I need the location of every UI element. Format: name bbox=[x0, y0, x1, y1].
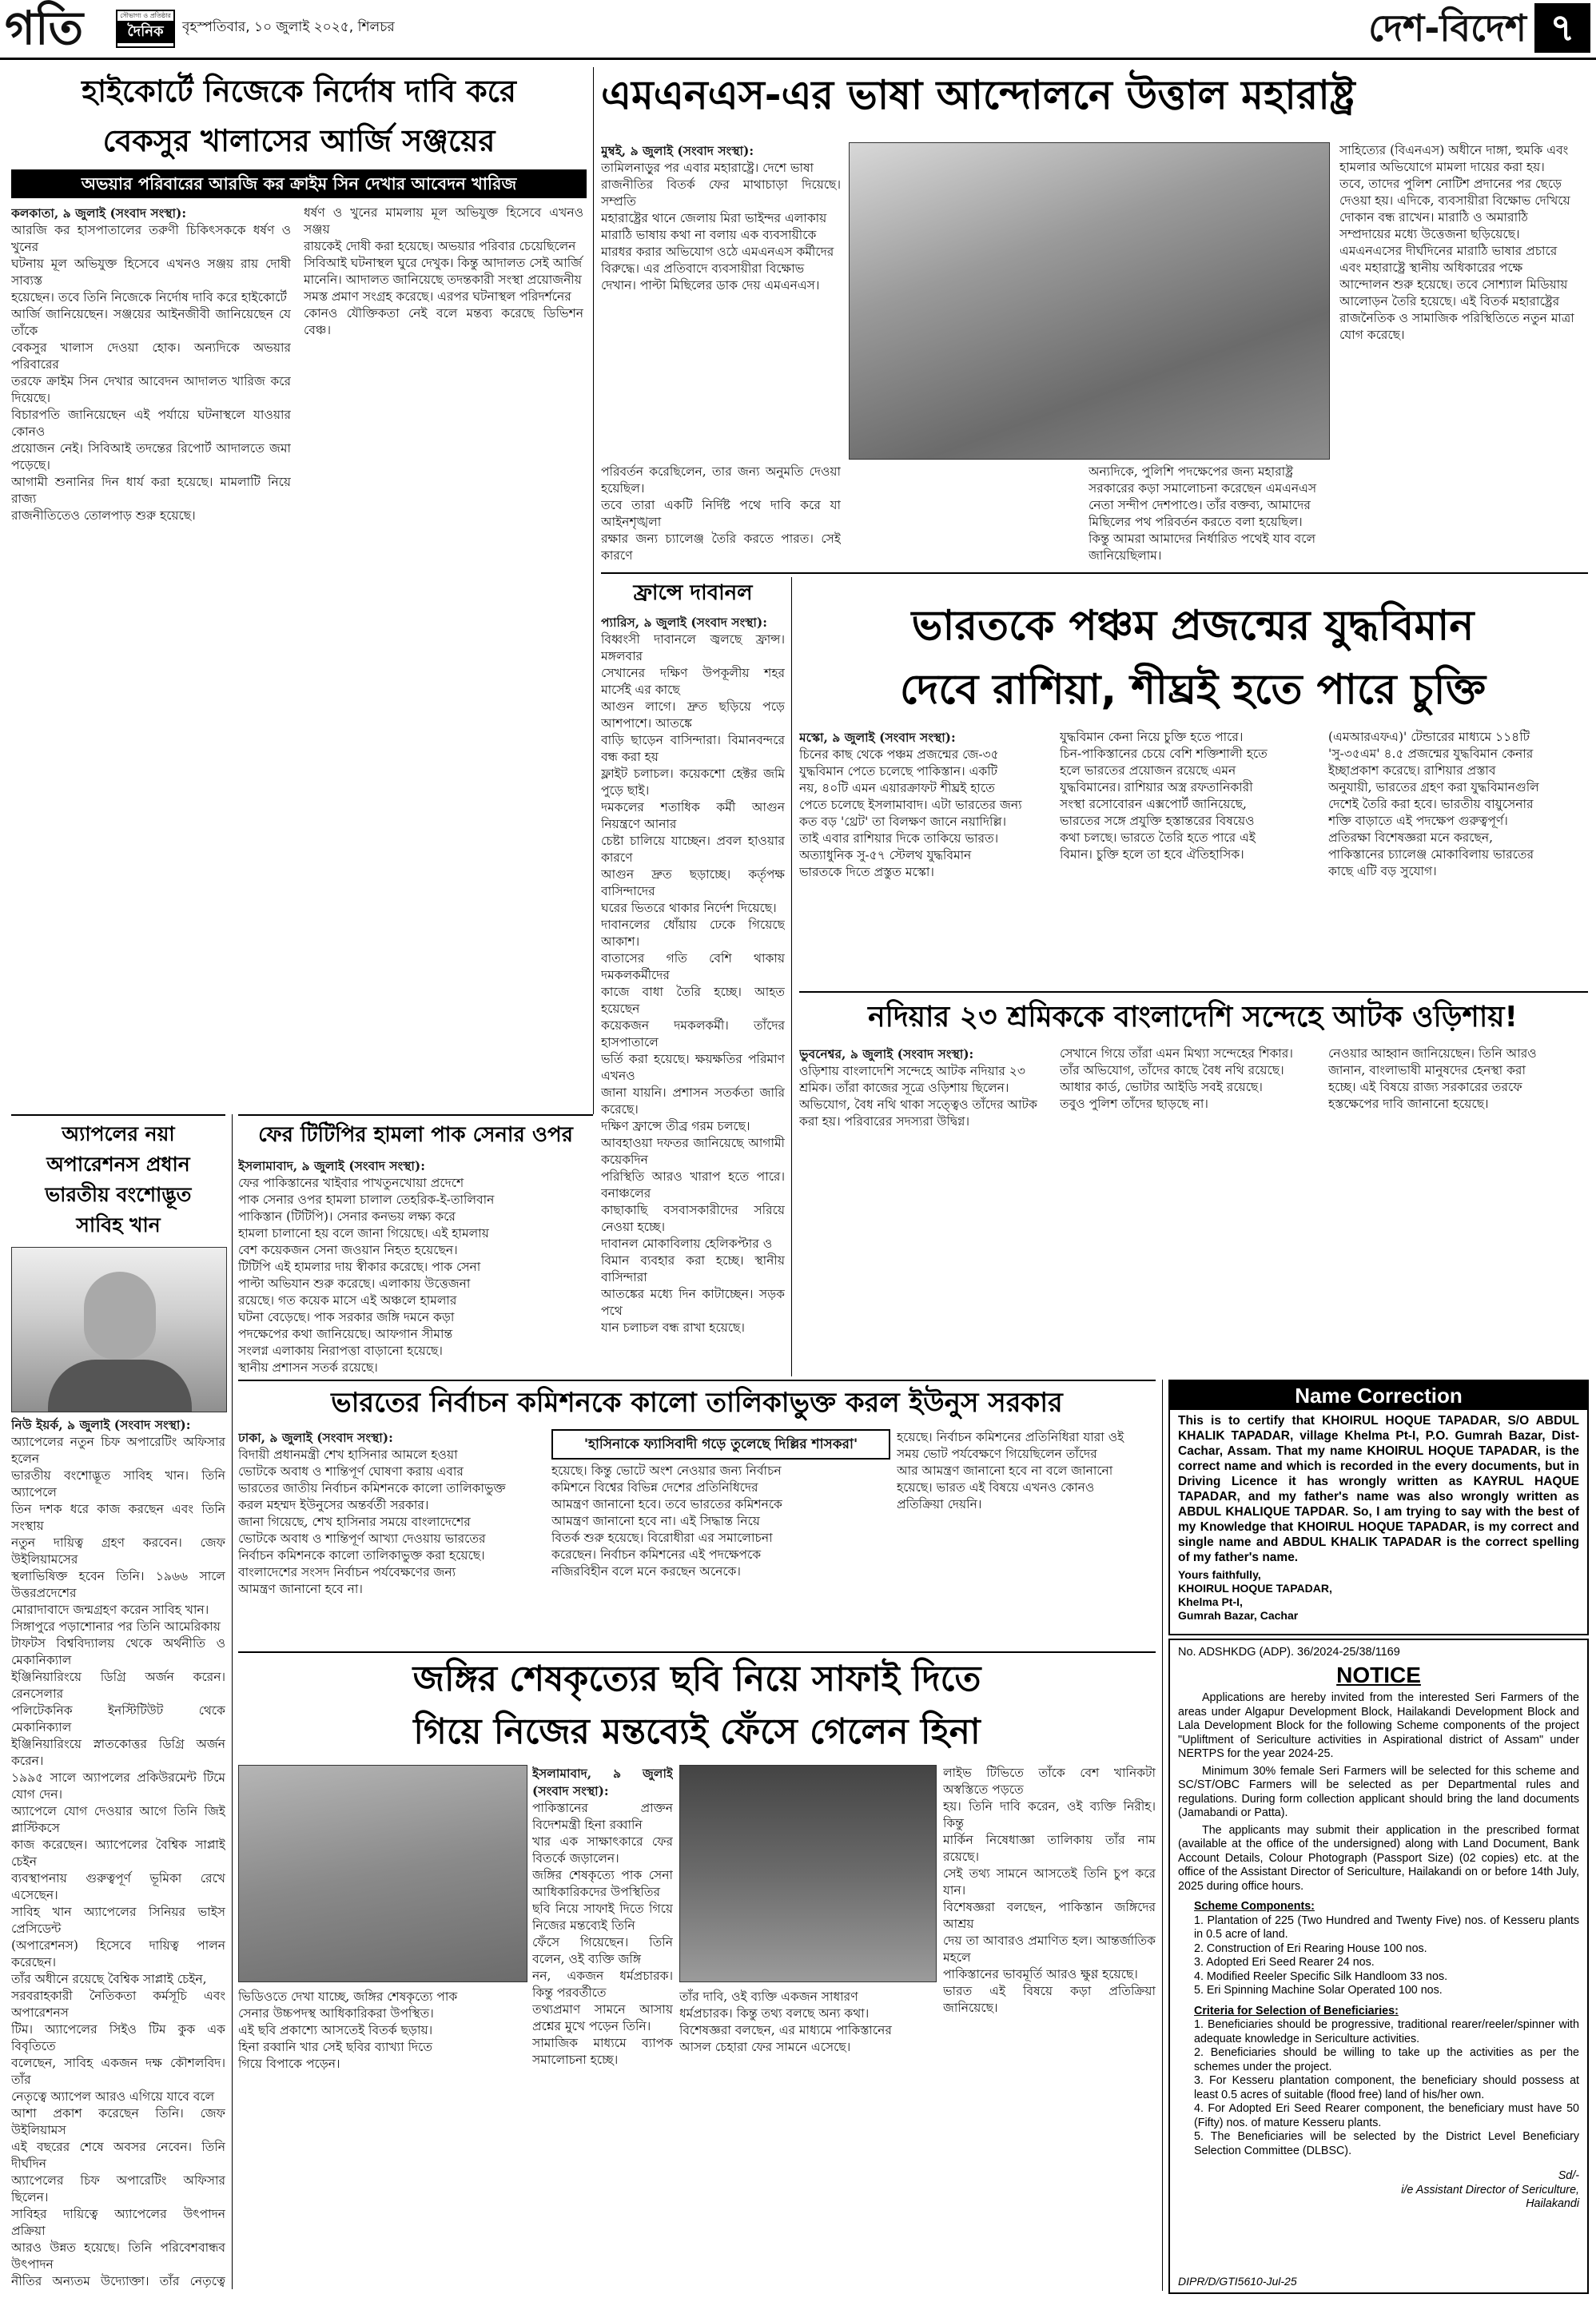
mns-dateline: মুম্বই, ৯ জুলাই (সংবাদ সংস্থা): bbox=[601, 143, 754, 158]
ec-body-col3: হয়েছে। নির্বাচন কমিশনের প্রতিনিধিরা যারা ওই সময় ভোট পর্যবেক্ষণে গিয়েছিলেন তাঁদের আর আমন্ত্রণ জানানো হবে না বলে জানানো হয়েছে। ভারত এই বিষয়ে এখনও কোনও প্রতিক্রিয়া দেয়নি। bbox=[897, 1430, 1124, 1511]
section-title: দেশ-বিদেশ bbox=[1368, 6, 1526, 50]
dateline: বৃহস্পতিবার, ১০ জুলাই ২০২৫, শিলচর bbox=[182, 19, 395, 35]
masthead bbox=[0, 0, 1596, 64]
sabih-khan-photo bbox=[11, 1247, 227, 1412]
name-correction-title: Name Correction bbox=[1170, 1381, 1587, 1410]
jet-body-col3: (এমআরএফএ)' টেন্ডারের মাধ্যমে ১১৪টি 'সু-৩৫এম' ৪.৫ প্রজন্মের যুদ্ধবিমান কেনার ইচ্ছাপ্রকাশ করেছে। রাশিয়ার প্রস্তাব অনুযায়ী, ভারতের গ্রহণ করা যুদ্ধবিমানগুলি দেশেই তৈরি করা হবে। ভারতীয় বায়ুসেনার শক্তি বাড়াতে এই পদক্ষেপ গুরুত্বপূর্ণ। প্রতিরক্ষা বিশেষজ্ঞরা মনে করছেন, পাকিস্তানের চ্যালেঞ্জ মোকাবিলায় ভারতের কাছে এটি বড় সুযোগ। bbox=[1328, 730, 1539, 878]
notice-criteria-title: Criteria for Selection of Beneficiaries: bbox=[1194, 2004, 1399, 2017]
jet-body-col2: যুদ্ধবিমান কেনা নিয়ে চুক্তি হতে পারে। চিন-পাকিস্তানের চেয়ে বেশি শক্তিশালী হতে হলে ভারতের প্রয়োজন রয়েছে এমন যুদ্ধবিমানের। রাশিয়ার অস্ত্র রফতানিকারী সংস্থা রসোবোরন এক্সপোর্ট জানিয়েছে, ভারতের সঙ্গে প্রযুক্তি হস্তান্তরের বিষয়েও কথা চলছে। ভারতে তৈরি হতে পারে এই বিমান। চুক্তি হলে তা হবে ঐতিহাসিক। bbox=[1060, 730, 1268, 862]
mns-body-col1: মুম্বই, ৯ জুলাই (সংবাদ সংস্থা): তামিলনাড়ুর পর এবার মহারাষ্ট্রে। দেশে ভাষা রাজনীতির বিতর্ক ফের মাথাচাড়া দিয়েছে। সম্প্রতি মহারাষ্ট্রের থানে জেলায় মিরা ভাইন্দর এলাকায় মারাঠি ভাষায় কথা না বলায় এক ব্যবসায়ীকে মারধর করার অভিযোগ ওঠে এমএনএস কর্মীদের বিরুদ্ধে। এর প্রতিবাদে ব্যবসায়ীরা বিক্ষোভ দেখান। পাল্টা মিছিলের ডাক দেয় এমএনএস। bbox=[601, 143, 841, 293]
masthead-rule bbox=[0, 58, 1596, 60]
masthead-logo: গতি bbox=[5, 1, 84, 55]
mns-rally-photo bbox=[849, 142, 1330, 460]
hina-headline-1: জঙ্গির শেষকৃত্যের ছবি নিয়ে সাফাই দিতে bbox=[412, 1659, 981, 1699]
jet-headline-2: দেবে রাশিয়া, শীঘ্রই হতে পারে চুক্তি bbox=[899, 666, 1487, 714]
edition-tag: দৈনিক bbox=[117, 21, 173, 43]
sabih-headline-3: ভারতীয় বংশোদ্ভূত bbox=[45, 1183, 192, 1206]
hina-body-col4: তাঁর দাবি, ওই ব্যক্তি একজন সাধারণ ধর্মপ্রচারক। কিন্তু তথ্য বলছে অন্য কথা। বিশেষজ্ঞরা বলছেন, এর মাধ্যমে পাকিস্তানের আসল চেহারা ফের সামনে এসেছে। bbox=[679, 1989, 892, 2054]
funeral-photo bbox=[238, 1765, 527, 1982]
jet-body-col1: মস্কো, ৯ জুলাই (সংবাদ সংস্থা): চিনের কাছ থেকে পঞ্চম প্রজন্মের জে-৩৫ যুদ্ধবিমান পেতে চলেছে পাকিস্তান। একটি নয়, ৪০টি এমন এয়ারক্রাফট শীঘ্রই হাতে পেতে চলেছে ইসলামাবাদ। এটা ভারতের জন্য কত বড় 'থ্রেট' তা বিলক্ষণ জানে নয়াদিল্লি। তাই এবার রাশিয়ার দিকে তাকিয়ে ভারত। অত্যাধুনিক সু-৫৭ স্টেলথ যুদ্ধবিমান ভারতকে দিতে প্রস্তুত মস্কো। bbox=[799, 730, 1022, 879]
hina-headline-2: গিয়ে নিজের মন্তব্যেই ফেঁসে গেলেন হিনা bbox=[413, 1711, 981, 1752]
notice-title: NOTICE bbox=[1336, 1663, 1421, 1687]
sabih-headline-1: অ্যাপলের নয়া bbox=[62, 1122, 175, 1145]
hina-body-col1: ইসলামাবাদ, ৯ জুলাই (সংবাদ সংস্থা): পাকিস্তানের প্রাক্তন বিদেশমন্ত্রী হিনা রব্বানি খার এক সাক্ষাৎকারে ফের বিতর্কে জড়ালেন। জঙ্গির শেষকৃত্যে পাক সেনা আধিকারিকদের উপস্থিতির ছবি নিয়ে সাফাই দিতে গিয়ে নিজের মন্তব্যেই তিনি ফেঁসে গিয়েছেন। তিনি বলেন, ওই ব্যক্তি জঙ্গি নন, একজন ধর্মপ্রচারক। কিন্তু পরবর্তীতে তথ্যপ্রমাণ সামনে আসায় প্রশ্নের মুখে পড়েন তিনি। সামাজিক মাধ্যমে ব্যাপক সমালোচনা হচ্ছে। bbox=[532, 1766, 673, 2067]
hina-photo bbox=[679, 1765, 937, 1982]
sabih-headline-4: সাবিহ খান bbox=[76, 1213, 161, 1237]
ttp-headline: ফের টিটিপির হামলা পাক সেনার ওপর bbox=[258, 1123, 573, 1147]
notice-ad: No. ADSHKDG (ADP). 36/2024-25/38/1169 NOTICE Applications are hereby invited from the interested Seri Farmers of the areas under Algapur Development Block, Hailakandi Development Block and Lala Development Block for the following Scheme components of the project "Upliftment of Sericulture activities in Aspirational district of Assam" under NERTPS for the year 2024-25. Minimum 30% female Seri Farmers will be selected for this scheme and SC/ST/OBC Farmers will be selected as per Departmental rules and regulations. During form collection applicant should bring the land documents (Jamabandi or Patta). The applicants may submit their application in the prescribed format (available at the office of the undersigned) along with Land Document, Bank Account Details, Colour Photograph (Passport Size) (02 copies) etc. at the office of the Assistant Director of Sericulture, Hailakandi on or before 14th July, 2025 during office hours. Scheme Components: 1. Plantation of 225 (Two Hundred and Twenty Five) nos. of Kesseru plants in 0.5 acre of land. 2. Construction of Eri Rearing House 100 nos. 3. Adopted Eri Seed Rearer 24 nos. 4. Modified Reeler Specific Silk Handloom 33 nos. 5. Eri Spinning Machine Solar Operated 100 nos. Criteria for Selection of Beneficiaries: 1. Beneficiaries should be progressive, traditional rearer/reeler/spinner with adequate knowledge in Sericulture activities. 2. Beneficiaries should be willing to take up the activities as per the schemes under the project. 3. For Kesseru plantation component, the beneficiary should possess at least 0.5 acres of suitable (flood free) land of his/her own. 4. For Adopted Eri Seed Rearer component, the beneficiary must have 50 (Fifty) nos. of mature Kesseru plants. 5. The Beneficiaries will be selected by the District Level Beneficiary Selection Committee (DLBSC). Sd/- i/e Assistant Director of Sericulture, Hailakandi DIPR/D/GTI5610-Jul-25 bbox=[1168, 1639, 1589, 2294]
notice-ref: No. ADSHKDG (ADP). 36/2024-25/38/1169 bbox=[1178, 1646, 1400, 1659]
ec-quote: 'হাসিনাকে ফ্যাসিবাদী গড়ে তুলেছে দিল্লির শাসকরা' bbox=[583, 1436, 858, 1452]
sabih-dateline: নিউ ইয়র্ক, ৯ জুলাই (সংবাদ সংস্থা): bbox=[11, 1417, 191, 1432]
notice-components-title: Scheme Components: bbox=[1194, 1900, 1315, 1913]
notice-dipr: DIPR/D/GTI5610-Jul-25 bbox=[1178, 2275, 1297, 2288]
france-dateline: প্যারিস, ৯ জুলাই (সংবাদ সংস্থা): bbox=[601, 615, 767, 630]
ec-quote-box bbox=[551, 1429, 890, 1460]
ec-body-col1: ঢাকা, ৯ জুলাই (সংবাদ সংস্থা): বিদায়ী প্রধানমন্ত্রী শেখ হাসিনার আমলে হওয়া ভোটকে অবাধ ও শান্তিপূর্ণ ঘোষণা করায় এবার ভারতের জাতীয় নির্বাচন কমিশনকে কালো তালিকাভুক্ত করল মহম্মদ ইউনুসের অন্তর্বর্তী সরকার। জানা গিয়েছে, শেখ হাসিনার সময়ে বাংলাদেশের ভোটকে অবাধ ও শান্তিপূর্ণ আখ্যা দেওয়ায় ভারতের নির্বাচন কমিশনকে কালো তালিকাভুক্ত করা হয়েছে। বাংলাদেশের সংসদ নির্বাচন পর্যবেক্ষণের জন্য আমন্ত্রণ জানানো হবে না। bbox=[238, 1430, 506, 1596]
nadia-headline: নদিয়ার ২৩ শ্রমিককে বাংলাদেশি সন্দেহে আটক ওড়িশায়! bbox=[868, 1001, 1518, 1034]
hc-subhead: অভয়ার পরিবারের আরজি কর ক্রাইম সিন দেখার আবেদন খারিজ bbox=[11, 169, 587, 198]
name-correction-sign-4: Gumrah Bazar, Cachar bbox=[1178, 1609, 1299, 1622]
nadia-body-col3: নেওয়ার আহ্বান জানিয়েছেন। তিনি আরও জানান, বাংলাভাষী মানুষদের হেনস্থা করা হচ্ছে। এই বিষয়ে রাজ্য সরকারের তরফে হস্তক্ষেপের দাবি জানানো হয়েছে। bbox=[1328, 1046, 1537, 1111]
ec-body-col2: হয়েছে। কিন্তু ভোটে অংশ নেওয়ার জন্য নির্বাচন কমিশনে বিশ্বের বিভিন্ন দেশের প্রতিনিধিদের আমন্ত্রণ জানানো হবে। তবে ভারতের কমিশনকে আমন্ত্রণ জানানো হবে না। এই সিদ্ধান্ত নিয়ে বিতর্ক শুরু হয়েছে। বিরোধীরা এর সমালোচনা করেছেন। নির্বাচন কমিশনের এই পদক্ষেপকে নজিরবিহীন বলে মনে করছেন অনেকে। bbox=[551, 1464, 782, 1579]
notice-para-2: Minimum 30% female Seri Farmers will be selected for this scheme and SC/ST/OBC Farmers will be selected as per Departmental rules and regulations. During form collection applicant should bring the land documents (Jamabandi or Patta). bbox=[1178, 1764, 1579, 1819]
ec-dateline: ঢাকা, ৯ জুলাই (সংবাদ সংস্থা): bbox=[238, 1430, 393, 1445]
notice-para-1: Applications are hereby invited from the interested Seri Farmers of the areas under Algapur Development Block, Hailakandi Development Block and Lala Development Block for the following Scheme components of the project "Upliftment of Sericulture activities in Aspirational district of Assam" under NERTPS for the year 2024-25. bbox=[1178, 1691, 1579, 1760]
jet-dateline: মস্কো, ৯ জুলাই (সংবাদ সংস্থা): bbox=[799, 730, 956, 745]
ttp-body: ইসলামাবাদ, ৯ জুলাই (সংবাদ সংস্থা): ফের পাকিস্তানের খাইবার পাখতুনখোয়া প্রদেশে পাক সেনার ওপর হামলা চালাল তেহরিক-ই-তালিবান পাকিস্তান (টিটিপি)। সেনার কনভয় লক্ষ্য করে হামলা চালানো হয় বলে জানা গিয়েছে। এই হামলায় বেশ কয়েকজন সেনা জওয়ান নিহত হয়েছেন। টিটিপি এই হামলার দায় স্বীকার করেছে। পাক সেনা পাল্টা অভিযান শুরু করেছে। এলাকায় উত্তেজনা রয়েছে। গত কয়েক মাসে এই অঞ্চলে হামলার ঘটনা বেড়েছে। পাক সরকার জঙ্গি দমনে কড়া পদক্ষেপের কথা জানিয়েছে। আফগান সীমান্ত সংলগ্ন এলাকায় নিরাপত্তা বাড়ানো হয়েছে। স্থানীয় প্রশাসন সতর্ক রয়েছে। bbox=[238, 1158, 495, 1375]
nadia-dateline: ভুবনেশ্বর, ৯ জুলাই (সংবাদ সংস্থা): bbox=[799, 1046, 974, 1061]
notice-para-3: The applicants may submit their application in the prescribed format (available at the office of the undersigned) along with Land Document, Bank Account Details, Colour Photograph (Passport Size) (02 copies) etc. at the office of the Assistant Director of Sericulture, Hailakandi on or before 14th July, 2025 during office hours. bbox=[1178, 1823, 1579, 1893]
hc-headline-2: বেকসুর খালাসের আর্জি সঞ্জয়ের bbox=[102, 123, 496, 158]
sabih-headline-2: অপারেশনস প্রধান bbox=[46, 1153, 190, 1176]
france-body: প্যারিস, ৯ জুলাই (সংবাদ সংস্থা): বিধ্বংসী দাবানলে জ্বলছে ফ্রান্স। মঙ্গলবার সেখানের দক্ষিণ উপকূলীয় শহর মার্সেই এর কাছে আগুন লাগে। দ্রুত ছড়িয়ে পড়ে আশপাশে। আতঙ্কে বাড়ি ছাড়েন বাসিন্দারা। বিমানবন্দরে বন্ধ করা হয় ফ্লাইট চলাচল। কয়েকশো হেক্টর জমি পুড়ে ছাই। দমকলের শতাধিক কর্মী আগুন নিয়ন্ত্রণে আনার চেষ্টা চালিয়ে যাচ্ছেন। প্রবল হাওয়ার কারণে আগুন দ্রুত ছড়াচ্ছে। কর্তৃপক্ষ বাসিন্দাদের ঘরের ভিতরে থাকার নির্দেশ দিয়েছে। দাবানলের ধোঁয়ায় ঢেকে গিয়েছে আকাশ। বাতাসের গতি বেশি থাকায় দমকলকর্মীদের কাজে বাধা তৈরি হচ্ছে। আহত হয়েছেন কয়েকজন দমকলকর্মী। তাঁদের হাসপাতালে ভর্তি করা হয়েছে। ক্ষয়ক্ষতির পরিমাণ এখনও জানা যায়নি। প্রশাসন সতর্কতা জারি করেছে। দক্ষিণ ফ্রান্সে তীব্র গরম চলছে। আবহাওয়া দফতর জানিয়েছে আগামী কয়েকদিন পরিস্থিতি আরও খারাপ হতে পারে। বনাঞ্চলের কাছাকাছি বসবাসকারীদের সরিয়ে নেওয়া হচ্ছে। দাবানল মোকাবিলায় হেলিকপ্টার ও বিমান ব্যবহার করা হচ্ছে। স্থানীয় বাসিন্দারা আতঙ্কের মধ্যে দিন কাটাচ্ছেন। সড়ক পথে যান চলাচল বন্ধ রাখা হয়েছে। bbox=[601, 615, 785, 1335]
hc-dateline: কলকাতা, ৯ জুলাই (সংবাদ সংস্থা): bbox=[11, 205, 187, 221]
mns-body-col3: অন্যদিকে, পুলিশি পদক্ষেপের জন্য মহারাষ্ট্র সরকারের কড়া সমালোচনা করেছেন এমএনএস নেতা সন্দীপ দেশপাণ্ডে। তাঁর বক্তব্য, আমাদের মিছিলের পথ পরিবর্তন করতে বলা হয়েছিল। কিন্তু আমরা আমাদের নির্ধারিত পথেই যাব বলে জানিয়েছিলাম। bbox=[1089, 464, 1317, 563]
nadia-body-col2: সেখানে গিয়ে তাঁরা এমন মিথ্যা সন্দেহের শিকার। তাঁর অভিযোগ, তাঁদের কাছে বৈধ নথি রয়েছে। আধার কার্ড, ভোটার আইডি সবই রয়েছে। তবুও পুলিশ তাঁদের ছাড়ছে না। bbox=[1060, 1046, 1293, 1111]
sabih-body: নিউ ইয়র্ক, ৯ জুলাই (সংবাদ সংস্থা): অ্যাপেলের নতুন চিফ অপারেটিং অফিসার হলেন ভারতীয় বংশোদ্ভূত সাবিহ খান। তিনি অ্যাপেলে তিন দশক ধরে কাজ করছেন এবং তিনি সংস্থায় নতুন দায়িত্ব গ্রহণ করবেন। জেফ উইলিয়ামসের স্থলাভিষিক্ত হবেন তিনি। ১৯৬৬ সালে উত্তরপ্রদেশের মোরাদাবাদে জন্মগ্রহণ করেন সাবিহ খান। সিঙ্গাপুরে পড়াশোনার পর তিনি আমেরিকায় টাফটস বিশ্ববিদ্যালয় থেকে অর্থনীতি ও মেকানিক্যাল ইঞ্জিনিয়ারিংয়ে ডিগ্রি অর্জন করেন। রেনসেলার পলিটেকনিক ইনস্টিটিউট থেকে মেকানিক্যাল ইঞ্জিনিয়ারিংয়ে স্নাতকোত্তর ডিগ্রি অর্জন করেন। ১৯৯৫ সালে অ্যাপলের প্রকিউরমেন্ট টিমে যোগ দেন। অ্যাপেলে যোগ দেওয়ার আগে তিনি জিই প্লাস্টিকসে কাজ করেছেন। অ্যাপেলের বৈশ্বিক সাপ্লাই চেইন ব্যবস্থাপনায় গুরুত্বপূর্ণ ভূমিকা রেখে এসেছেন। সাবিহ খান অ্যাপেলের সিনিয়র ভাইস প্রেসিডেন্ট (অপারেশনস) হিসেবে দায়িত্ব পালন করেছেন। তাঁর অধীনে রয়েছে বৈশ্বিক সাপ্লাই চেইন, সরবরাহকারী নৈতিকতা কর্মসূচি এবং অপারেশনস টিম। অ্যাপেলের সিইও টিম কুক এক বিবৃতিতে বলেছেন, সাবিহ একজন দক্ষ কৌশলবিদ। তাঁর নেতৃত্বে অ্যাপেল আরও এগিয়ে যাবে বলে আশা প্রকাশ করেছেন তিনি। জেফ উইলিয়ামস এই বছরের শেষে অবসর নেবেন। তিনি দীর্ঘদিন অ্যাপেলের চিফ অপারেটিং অফিসার ছিলেন। সাবিহর দায়িত্বে অ্যাপেলের উৎপাদন প্রক্রিয়া আরও উন্নত হয়েছে। তিনি পরিবেশবান্ধব উৎপাদন নীতির অন্যতম উদ্যোক্তা। তাঁর নেতৃত্বে bbox=[11, 1417, 225, 2288]
mns-body-col2: পরিবর্তন করেছিলেন, তার জন্য অনুমতি দেওয়া হয়েছিল। তবে তারা একটি নির্দিষ্ট পথে দাবি করে যা আইনশৃঙ্খলা রক্ষার জন্য চ্যালেঞ্জ তৈরি করতে পারত। সেই কারণে bbox=[601, 464, 841, 563]
name-correction-body: This is to certify that KHOIRUL HOQUE TAPADAR, S/O ABDUL KHALIK TAPADAR, village Khelma Pt-I, P.O. Gumrah Bazar, Dist-Cachar, Assam. That my name KHOIRUL HOQUE TAPADAR, is the correct name and which is recorded in the every documents, but in Driving Licence it has wrongly written as KAYRUL HAQUE TAPADAR, and my father's name was also wrongly written as ABDUL KHALIQUE TAPDAR. So, I am trying to say with the best of my Knowledge that KHOIRUL HOQUE TAPADAR, is my correct and single name and ABDUL KHALIK TAPADAR is the correct spelling of my father's name. bbox=[1178, 1414, 1579, 1564]
nadia-body-col1: ভুবনেশ্বর, ৯ জুলাই (সংবাদ সংস্থা): ওড়িশায় বাংলাদেশি সন্দেহে আটক নদিয়ার ২৩ শ্রমিক। তাঁরা কাজের সূত্রে ওড়িশায় ছিলেন। অভিযোগ, বৈধ নথি থাকা সত্ত্বেও তাঁদের আটক করা হয়। পরিবারের সদস্যরা উদ্বিগ্ন। bbox=[799, 1046, 1037, 1129]
hc-body-col1: কলকাতা, ৯ জুলাই (সংবাদ সংস্থা): আরজি কর হাসপাতালের তরুণী চিকিৎসককে ধর্ষণ ও খুনের ঘটনায় মূল অভিযুক্ত হিসেবে এখনও সঞ্জয় রায় দোষী সাব্যস্ত হয়েছেন। তবে তিনি নিজেকে নির্দোষ দাবি করে হাইকোর্টে আর্জি জানিয়েছেন। সঞ্জয়ের আইনজীবী জানিয়েছেন যে তাঁকে বেকসুর খালাস দেওয়া হোক। অন্যদিকে অভয়ার পরিবারের তরফে ক্রাইম সিন দেখার আবেদন আদালত খারিজ করে দিয়েছে। বিচারপতি জানিয়েছেন এই পর্যায়ে ঘটনাস্থলে যাওয়ার কোনও প্রয়োজন নেই। সিবিআই তদন্তের রিপোর্ট আদালতে জমা পড়েছে। আগামী শুনানির দিন ধার্য করা হয়েছে। মামলাটি নিয়ে রাজ্য রাজনীতিতেও তোলপাড় শুরু হয়েছে। bbox=[11, 205, 291, 523]
edition-badge: সৌভাগ্য ও প্রতিষ্ঠার দৈনিক bbox=[116, 10, 175, 48]
jet-headline-1: ভারতকে পঞ্চম প্রজন্মের যুদ্ধবিমান bbox=[911, 602, 1475, 650]
hina-dateline: ইসলামাবাদ, ৯ জুলাই (সংবাদ সংস্থা): bbox=[532, 1766, 673, 1798]
hc-headline-1: হাইকোর্টে নিজেকে নির্দোষ দাবি করে bbox=[82, 74, 516, 109]
notice-sign-1: Sd/- bbox=[1558, 2169, 1579, 2182]
ec-headline: ভারতের নির্বাচন কমিশনকে কালো তালিকাভুক্ত করল ইউনুস সরকার bbox=[331, 1387, 1063, 1419]
mns-body-col4: সাহিত্যের (বিএনএস) অধীনে দাঙ্গা, হুমকি এবং হামলার অভিযোগে মামলা দায়ের করা হয়। তবে, তাদের পুলিশ নোটিশ প্রদানের পর ছেড়ে দেওয়া হয়। এদিকে, ব্যবসায়ীরা বিক্ষোভ দেখিয়ে দোকান বন্ধ রাখেন। মারাঠি ও অমারাঠি সম্প্রদায়ের মধ্যে উত্তেজনা ছড়িয়েছে। এমএনএসের দীর্ঘদিনের মারাঠি ভাষার প্রচারে এবং মহারাষ্ট্রে স্থানীয় অধিকারের পক্ষে আন্দোলন শুরু হয়েছে। তবে সোশ্যাল মিডিয়ায় আলোড়ন তৈরি হয়েছে। এই বিতর্ক মহারাষ্ট্রের রাজনৈতিক ও সামাজিক পরিস্থিতিতে নতুন মাত্রা যোগ করেছে। bbox=[1339, 143, 1574, 342]
notice-sign-2: i/e Assistant Director of Sericulture, bbox=[1401, 2183, 1579, 2196]
name-correction-sign-1: Yours faithfully, bbox=[1178, 1568, 1261, 1581]
hina-body-col2: লাইভ টিভিতে তাঁকে বেশ খানিকটা অস্বস্তিতে পড়তে হয়। তিনি দাবি করেন, ওই ব্যক্তি নিরীহ। কিন্তু মার্কিন নিষেধাজ্ঞা তালিকায় তাঁর নাম রয়েছে। সেই তথ্য সামনে আসতেই তিনি চুপ করে যান। বিশেষজ্ঞরা বলছেন, পাকিস্তান জঙ্গিদের আশ্রয় দেয় তা আবারও প্রমাণিত হল। আন্তর্জাতিক মহলে পাকিস্তানের ভাবমূর্তি আরও ক্ষুণ্ণ হয়েছে। ভারত এই বিষয়ে কড়া প্রতিক্রিয়া জানিয়েছে। bbox=[943, 1766, 1156, 2015]
hina-body-col3: ভিডিওতে দেখা যাচ্ছে, জঙ্গির শেষকৃত্যে পাক সেনার উচ্চপদস্থ আধিকারিকরা উপস্থিত। এই ছবি প্রকাশ্যে আসতেই বিতর্ক ছড়ায়। হিনা রব্বানি খার সেই ছবির ব্যাখ্যা দিতে গিয়ে বিপাকে পড়েন। bbox=[238, 1989, 458, 2071]
page-number: ৭ bbox=[1534, 3, 1590, 53]
france-headline: ফ্রান্সে দাবানল bbox=[633, 581, 753, 605]
notice-sign-3: Hailakandi bbox=[1526, 2197, 1579, 2210]
ttp-dateline: ইসলামাবাদ, ৯ জুলাই (সংবাদ সংস্থা): bbox=[238, 1158, 425, 1173]
hc-body-col2: ধর্ষণ ও খুনের মামলায় মূল অভিযুক্ত হিসেবে এখনও সঞ্জয় রায়কেই দোষী করা হয়েছে। অভয়ার পরিবার চেয়েছিলেন সিবিআই ঘটনাস্থল ঘুরে দেখুক। কিন্তু আদালত সেই আর্জি মানেনি। আদালত জানিয়েছে তদন্তকারী সংস্থা প্রয়োজনীয় সমস্ত প্রমাণ সংগ্রহ করেছে। এরপর ঘটনাস্থল পরিদর্শনের কোনও যৌক্তিকতা নেই বলে মন্তব্য করেছে ডিভিশন বেঞ্চ। bbox=[304, 205, 583, 337]
mns-headline: এমএনএস-এর ভাষা আন্দোলনে উত্তাল মহারাষ্ট্র bbox=[601, 72, 1355, 118]
name-correction-sign-2: KHOIRUL HOQUE TAPADAR, bbox=[1178, 1582, 1332, 1595]
name-correction-sign-3: Khelma Pt-I, bbox=[1178, 1595, 1243, 1608]
name-correction-ad bbox=[1168, 1380, 1589, 1635]
